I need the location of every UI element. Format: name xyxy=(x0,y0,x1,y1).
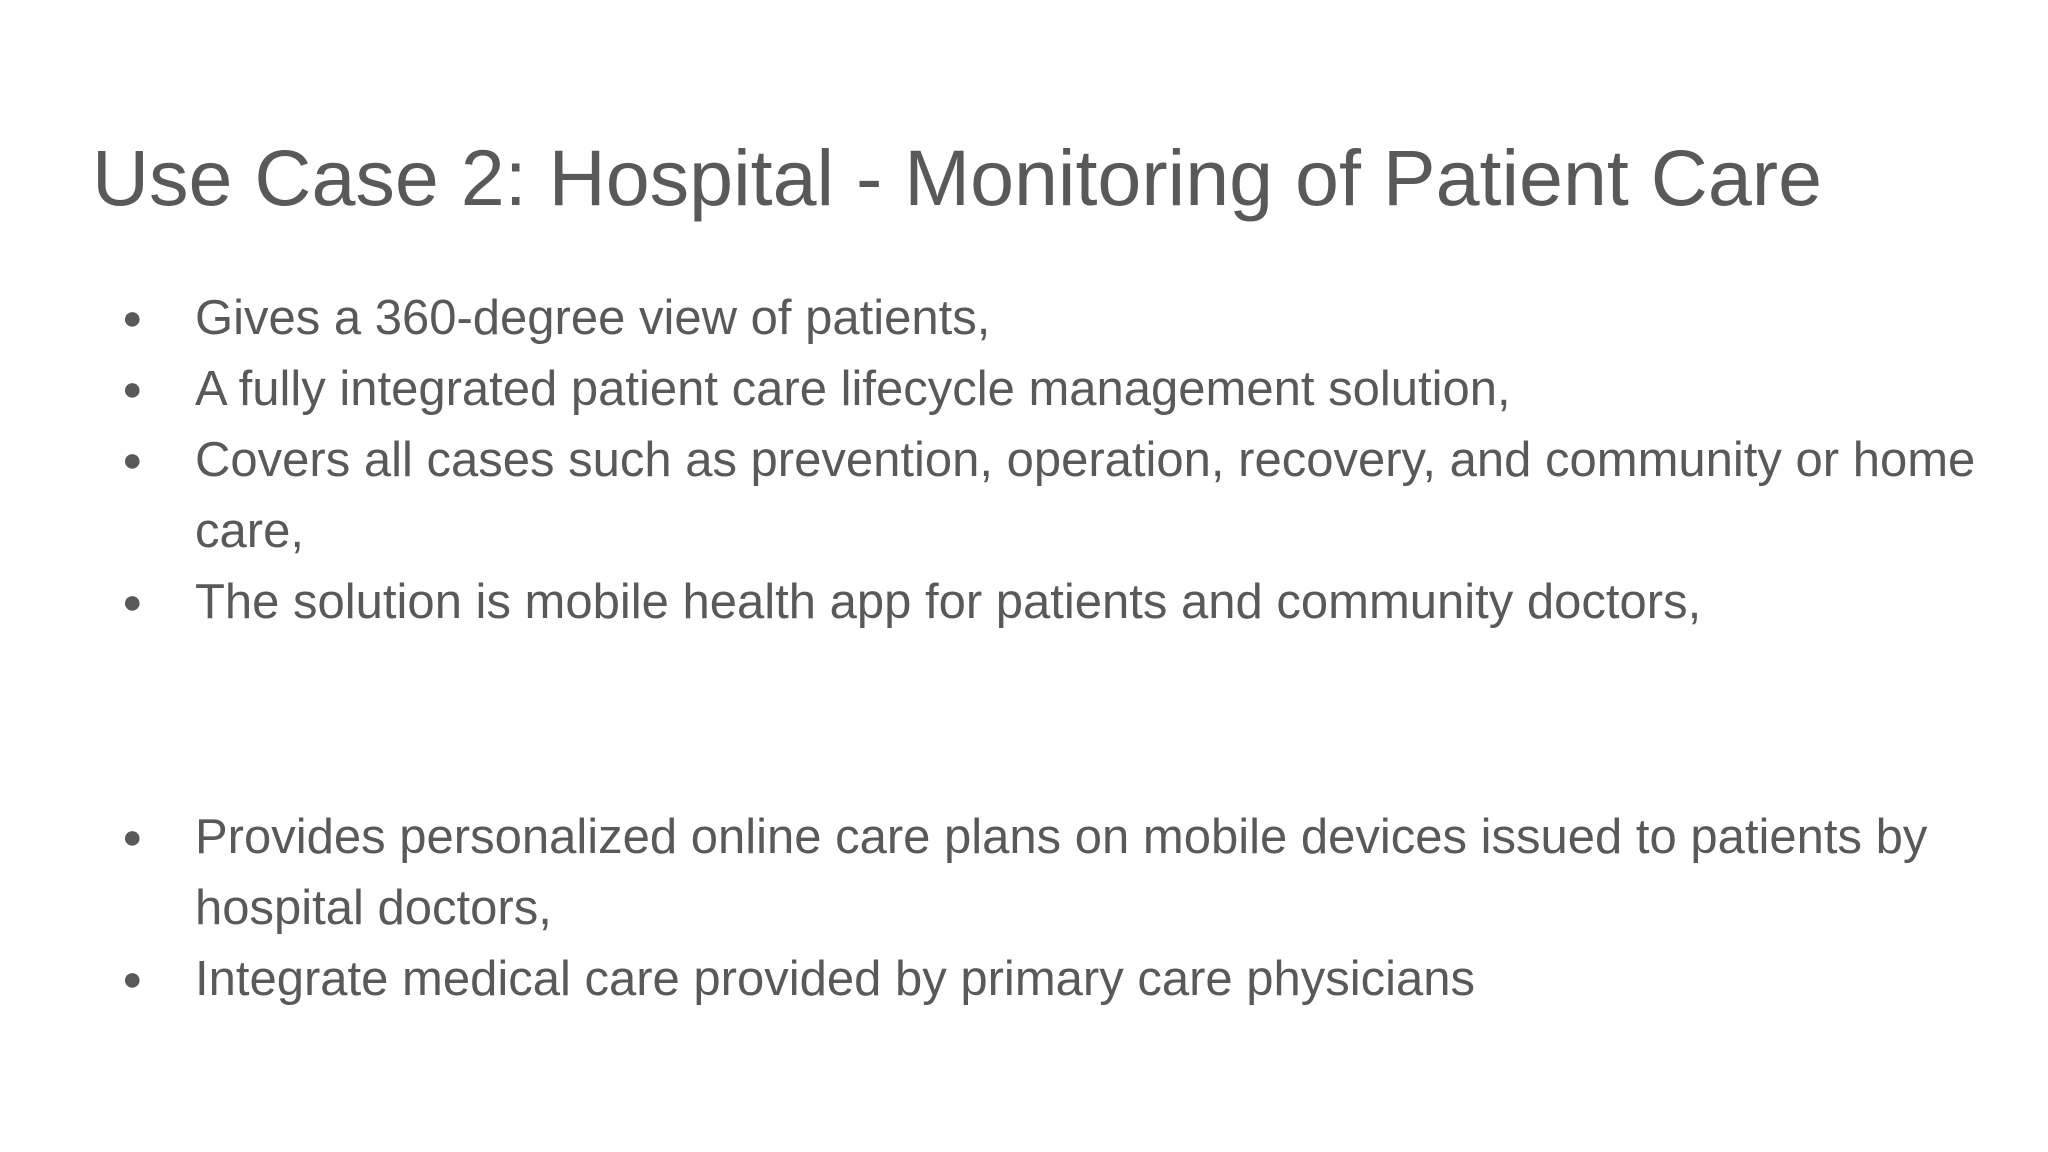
bullet-text: The solution is mobile health app for patients and community doctors, xyxy=(195,575,1702,629)
bullet-icon: ● xyxy=(122,818,143,856)
bullet-text: Provides personalized online care plans on mobile devices issued to patients by hospital doctors, xyxy=(195,810,1928,935)
bullet-text: Gives a 360-degree view of patients, xyxy=(195,291,991,345)
bullet-icon: ● xyxy=(122,960,143,998)
bullet-text: A fully integrated patient care lifecycle management solution, xyxy=(195,362,1511,416)
bullet-icon: ● xyxy=(122,370,143,408)
bullet-icon: ● xyxy=(122,441,143,479)
slide-title: Use Case 2: Hospital - Monitoring of Patient Care xyxy=(92,133,1823,222)
bullet-text: Integrate medical care provided by primary care physicians xyxy=(195,952,1476,1006)
bullet-icon: ● xyxy=(122,583,143,621)
bullet-text: Covers all cases such as prevention, operation, recovery, and community or home care, xyxy=(195,433,1976,558)
bullet-icon: ● xyxy=(122,299,143,337)
